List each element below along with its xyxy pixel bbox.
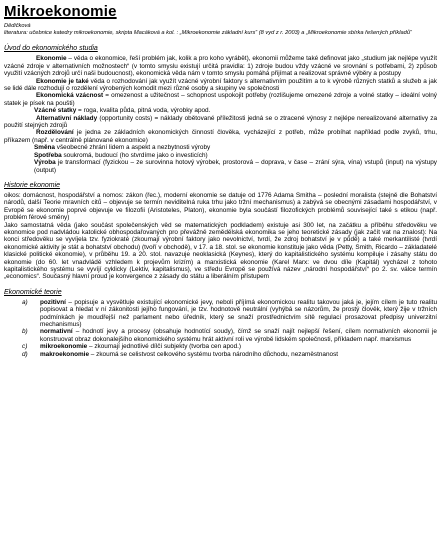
list-marker: a) bbox=[22, 298, 28, 306]
list-item bbox=[4, 351, 437, 358]
term: Ekonomie je také bbox=[36, 77, 89, 85]
term: Směna bbox=[34, 144, 55, 152]
section-heading-theories: Ekonomické teorie bbox=[4, 288, 62, 296]
list-marker: b) bbox=[22, 328, 28, 336]
definition: věda o rozhodování jak využít vzácné výrobní faktory s alternativním použitím a to k výrobě různých statků a služeb a jak se lidé dále rozhodují o rozdělení výrobených komodit mezi různé osoby a skupiny ve společnosti bbox=[4, 77, 437, 93]
document-title: Mikroekonomie bbox=[4, 3, 117, 20]
list-marker: c) bbox=[22, 343, 28, 351]
definition: (opportunity costs) = náklady obětované příležitosti jedná se o ztracené výnosy z nejlépe nerealizované alternativy za použití stejných zdrojů bbox=[4, 114, 438, 130]
paragraph-smena bbox=[4, 144, 437, 151]
term: Spotřeba bbox=[34, 151, 62, 159]
definition: je jedna ze základních ekonomických činností člověka, vycházející z potřeb, může probíhat například podle zvyků, trhu, příkazem (např. v centrálně plánované ekonomice) bbox=[4, 129, 437, 144]
definition: – zkoumají jednotlivé dílčí subjekty (tvorba cen apod.) bbox=[87, 343, 242, 351]
definition: – popisuje a vysvětluje existující ekonomické jevy, neboli příjímá ekonomickou realitu takovou jaká je, jejím cílem je tuto realitu popisovat a hledat v ní zákonitosti jejího fungování, je tzv. hodnotově neutrální (vyhýbá se názorům, že prostý člověk, který žije v tržních podmínkách je moudřejší než parlament nebo úředník, který se snaží prostřednictvím sítě regulací prosazovat předpisy univerzitní mechanismus) bbox=[40, 298, 437, 328]
paragraph-ekonomie bbox=[4, 55, 437, 77]
term: Výroba bbox=[34, 159, 56, 167]
paragraph-rozdelovani bbox=[4, 129, 437, 144]
paragraph-ekonomie-rozhodovani bbox=[4, 78, 437, 93]
section-heading-history: Historie ekonomie bbox=[4, 181, 61, 189]
literature-line: literatura: učebnice katedry mikroekonomie, skripta Macáková a kol. : „Mikroekonomie základní kurs“ (8 vyd z r. 2003) a „Mikroekonomie sbírka řešených příkladů“ bbox=[4, 30, 412, 37]
theories-list bbox=[4, 299, 437, 358]
author-line: Dědičková bbox=[4, 23, 31, 29]
definition: je transformací (fyzickou – ze surovinna hotový výrobek, prostorová – doprava, v čase – zrání sýra, vína) vstupů (input) na výstupy (output) bbox=[34, 159, 437, 174]
term: mikroekonomie bbox=[40, 343, 88, 351]
list-item bbox=[4, 343, 437, 350]
definition: = omezenost a užitečnost – schopnost uspokojit potřeby (rozlišujeme omezené zdroje a volné statky – ideální volný statek je písek na poušti) bbox=[4, 92, 437, 107]
list-item bbox=[4, 328, 437, 343]
paragraph-spotreba bbox=[4, 152, 437, 159]
paragraph-vzacne-statky bbox=[4, 107, 437, 114]
paragraph-history-1: oikos: domácnost, hospodářství a nomos: zákon (řec.), moderní ekonomie se datuje od 1776 Adama Smitha – poslední moralista (stejně dle Bohatství národů, další Teorie mravních citů – objevuje se termín neviditelná ruka trhu jako tržní mechanismus) a zabývá se obecnými zásadami hospodářství, v Evropě se ekonomie poprvé objevuje ve filozofii (Aristoteles, Platon), ekonomie byla součástí filozofických problémů související také s etikou (např. problém férové směny) bbox=[4, 191, 437, 222]
paragraph-vzacnost bbox=[4, 92, 437, 107]
term: makroekonomie bbox=[40, 350, 90, 358]
term: Ekonomie bbox=[36, 55, 67, 63]
section-heading-intro: Úvod do ekonomického studia bbox=[4, 45, 98, 53]
list-item bbox=[4, 299, 437, 329]
paragraph-vyroba bbox=[4, 159, 437, 174]
definition: – hodnotí jevy a procesy (obsahuje hodnotící soudy), čímž se snaží najít nejlepší řešení, cílem normativních ekonomii je konstruovat obraz dokonalejšího ekonomického systému hrát aktivní roli ve výrobě lidském společnosti, příkladem např. marxismus bbox=[40, 328, 437, 343]
definition: všeobecné zhrání lidem a aspekt a nezbytnosti výroby bbox=[54, 144, 211, 152]
paragraph-alternativni-naklady bbox=[4, 115, 437, 130]
term: Ekonomická vzácnost bbox=[36, 92, 104, 100]
term: pozitivní bbox=[40, 298, 66, 306]
definition: = roga, kvalita půda, pitná voda, výrobky apod. bbox=[76, 107, 211, 115]
term: Rozdělování bbox=[36, 129, 74, 137]
list-marker: d) bbox=[22, 350, 28, 358]
definition: – věda o ekonomice, řeší problém jak, kolik a pro koho vyrábět), ekonomii můžeme také definovat jako „studium jak nejlépe využít vzácné zdroje v alternativních možnostech“ (v tomto smyslu existují určitá pravidla: 1) zdroje budou vždy vzácné ve srovnání s potřebami, 2) způsob využití vzácných zdrojů určí naši budoucnost), ekonomická věda nám v tomto smyslu pomáhá přijímat a realizovat správné výběry a postupy bbox=[4, 55, 437, 78]
paragraph-history-2: Jako samostatná věda (jako součást společenských věd se matematických podkladem) existuje asi 300 let, na začátku a příběhu středověku ve ekonomice pod nadvládou katolické obhospodařovaných pro převážně zemědělská ekonomika se jeho teoretické zásady (jak začít vat na znalost): Na konci středověku se vyvíjela tzv. fyziokraté (zkoumají výrobní faktory jako nevolnictví, tvrdí, že zdroj bohatství je v půdě) a také merkantilisté (tvrdí ekonomické aktivity je stát a bohatství obchodu) (tvoří v obchodě), v 17. a 18. stol. se ekonomie konstituje jako věda (Petty, Smith, Ricardo – základatelé klasické politické ekonomie), v průběhu 19. a 20. stol. navazuje neoklasická (Keynes), který do kapitalistického systému kompiluje i zásahy státu do ekonomie (do 60. let vnadvládě vzhledem k projevům krizím) a marxistická ekonomie (Karel Marx: ve dvou díle (Kapitál) vycházel z tohoto kapitalistického systému se vyvíjí cyklicky (Lektiv, kapitalismus), ve středu Evropě se používá název „národní hospodářství“ po 2. sv. válce termín „economics“. Současný hlavní proud je konvergence z zásady do státu a liberálním přístupem bbox=[4, 221, 437, 281]
definition: soukromá, budoucí (ho stvrdíme jako o investicích) bbox=[61, 151, 208, 159]
term: Alternativní náklady bbox=[36, 114, 98, 122]
definition: – zkoumá se celistvost celkového systému tvorba národního důchodu, nezaměstnanost bbox=[89, 350, 339, 358]
term: Vzácné statky bbox=[34, 107, 77, 115]
term: normativní bbox=[40, 328, 73, 336]
